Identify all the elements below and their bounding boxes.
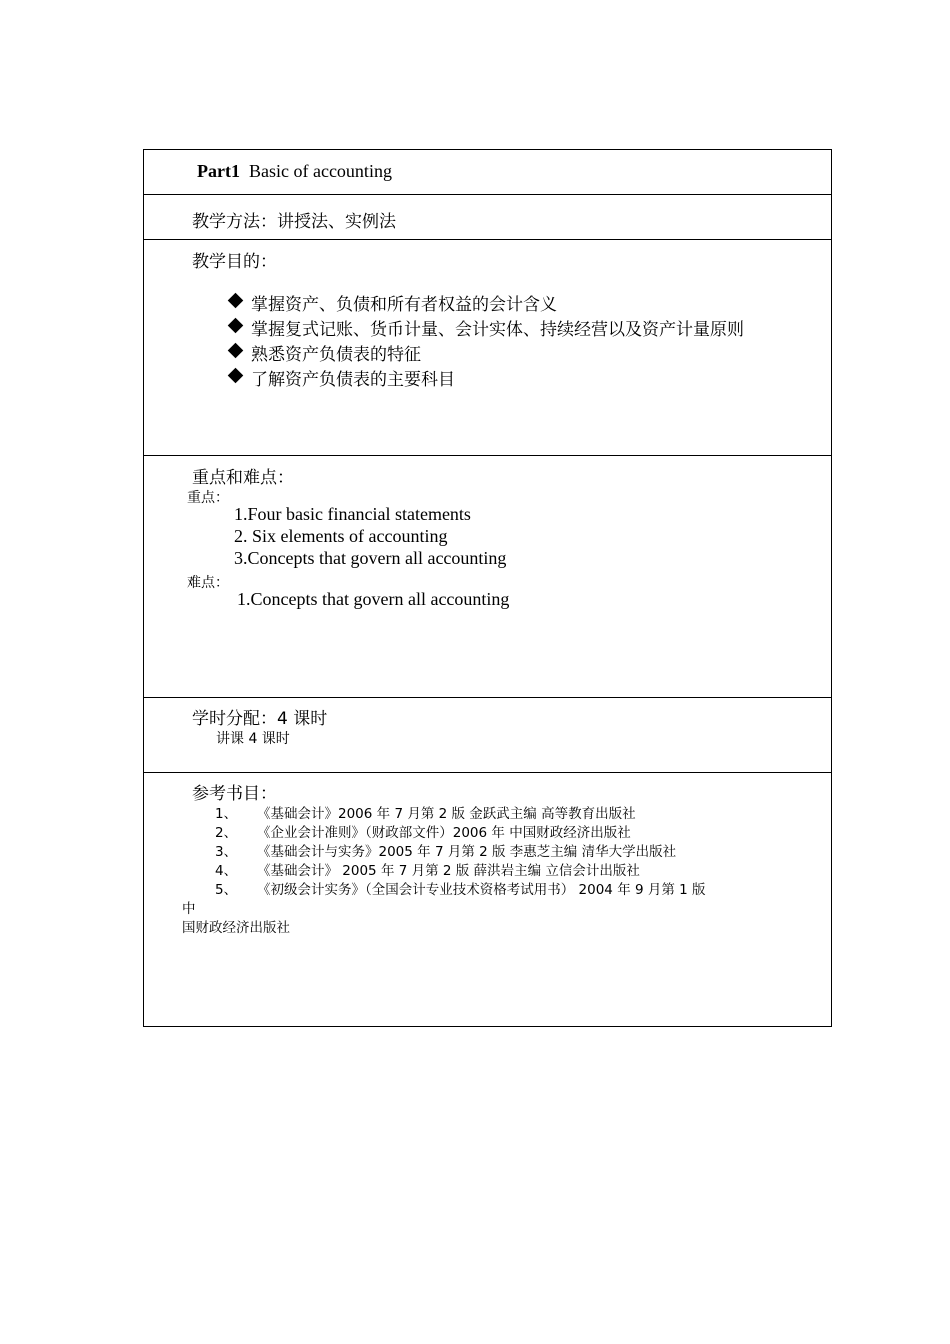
objective-item: 掌握资产、负债和所有者权益的会计含义: [230, 290, 557, 315]
reference-number: 5、: [215, 882, 238, 898]
objectives-row: [144, 240, 831, 456]
reference-number: 3、: [215, 844, 238, 860]
diamond-bullet-icon: [228, 368, 244, 384]
objective-item: 了解资产负债表的主要科目: [230, 365, 455, 390]
part-title: Basic of accounting: [248, 161, 392, 181]
references-row: [144, 773, 831, 1027]
difficulty-label: 难点：: [187, 575, 229, 591]
key-points-row: [144, 456, 831, 698]
diamond-bullet-icon: [228, 343, 244, 359]
objectives-heading: 教学目的：: [192, 252, 277, 272]
page-title: [197, 161, 392, 182]
reference-wrap-line: 中: [182, 901, 196, 917]
objective-item: 掌握复式记账、货币计量、会计实体、持续经营以及资产计量原则: [230, 315, 744, 340]
reference-item: 《基础会计》2006 年 7 月第 2 版 金跃武主编 高等教育出版社: [257, 806, 636, 822]
hours-heading: 学时分配：4 课时: [192, 709, 328, 729]
method-row: [144, 195, 831, 240]
syllabus-table: [143, 149, 832, 1027]
focus-item: 3.Concepts that govern all accounting: [234, 548, 507, 568]
diamond-bullet-icon: [228, 318, 244, 334]
reference-number: 2、: [215, 825, 238, 841]
hours-detail: 讲课 4 课时: [216, 731, 290, 747]
hours-row: [144, 698, 831, 773]
part-label: Part1: [197, 161, 240, 181]
teaching-method: 教学方法：讲授法、实例法: [192, 212, 396, 232]
reference-item: 《基础会计与实务》2005 年 7 月第 2 版 李惠芝主编 清华大学出版社: [257, 844, 677, 860]
references-heading: 参考书目：: [192, 784, 277, 804]
focus-item: 1.Four basic financial statements: [234, 504, 471, 524]
reference-number: 4、: [215, 863, 238, 879]
reference-wrap-line: 国财政经济出版社: [182, 920, 290, 936]
diamond-bullet-icon: [228, 293, 244, 309]
reference-item: 《基础会计》 2005 年 7 月第 2 版 薛洪岩主编 立信会计出版社: [257, 863, 640, 879]
focus-label: 重点：: [187, 490, 229, 506]
title-row: [144, 150, 831, 195]
difficulty-item: 1.Concepts that govern all accounting: [237, 589, 510, 609]
focus-item: 2. Six elements of accounting: [234, 526, 448, 546]
reference-item: 《企业会计准则》（财政部文件）2006 年 中国财政经济出版社: [257, 825, 631, 841]
objective-item: 熟悉资产负债表的特征: [230, 340, 421, 365]
reference-number: 1、: [215, 806, 238, 822]
reference-item: 《初级会计实务》（全国会计专业技术资格考试用书） 2004 年 9 月第 1 版: [257, 882, 706, 898]
key-points-heading: 重点和难点：: [192, 468, 294, 488]
